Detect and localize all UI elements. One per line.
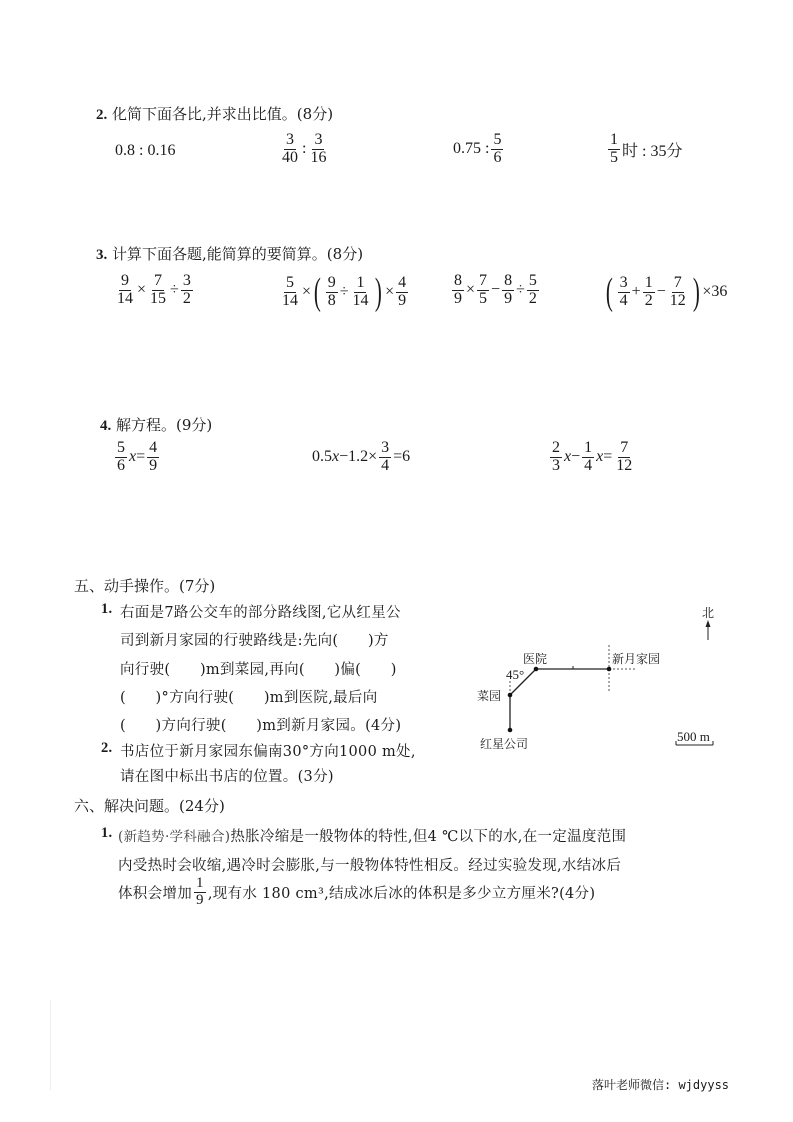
denominator: 9	[398, 291, 407, 309]
numerator: 9	[327, 273, 336, 291]
fraction	[502, 273, 514, 308]
expr-text: ×	[302, 283, 312, 300]
numerator: 9	[121, 272, 129, 289]
numerator: 5	[493, 131, 502, 148]
denominator: 16	[310, 148, 327, 166]
footer-contact: 落叶老师微信: wjdyyss	[592, 1078, 730, 1092]
numerator: 7	[673, 273, 682, 291]
section5-title: 五、动手操作。(7分)	[74, 577, 216, 595]
angle-label: 45°	[506, 667, 525, 682]
s6-q1-text: 体积会增加	[118, 885, 192, 902]
numerator: 7	[154, 272, 163, 289]
s5-q1-number: 1.	[101, 601, 113, 617]
numerator: 3	[381, 439, 390, 456]
fraction	[527, 273, 539, 308]
fraction	[643, 275, 655, 310]
expr-text: ÷	[170, 281, 179, 299]
denominator: 9	[149, 456, 158, 474]
fraction	[668, 275, 688, 310]
fraction	[582, 440, 594, 475]
q2-number: 2.	[96, 107, 108, 123]
numerator: 8	[504, 272, 513, 289]
q4-number: 4.	[100, 418, 112, 434]
q3-title: 计算下面各题,能简算的要简算。(8分)	[112, 245, 364, 263]
q2-item	[115, 142, 175, 160]
fraction	[326, 275, 338, 310]
numerator: 2	[552, 439, 560, 456]
parenthesis: (	[313, 271, 321, 313]
xinyue-label: 新月家园	[612, 652, 661, 666]
expr-text: =6	[393, 448, 411, 466]
fraction	[308, 132, 328, 167]
q3-item	[278, 273, 410, 311]
fraction	[147, 440, 159, 475]
north-label: 北	[702, 606, 715, 620]
s6-q1-text: ,现有水 180 cm³,结成冰后冰的体积是多少立方厘米?(4分)	[207, 885, 596, 902]
expr-text: +	[631, 283, 641, 300]
xinyue-point	[607, 667, 612, 672]
numerator: 1	[196, 875, 204, 891]
denominator: 14	[282, 291, 298, 309]
expr-text: ×36	[702, 283, 728, 300]
expr-text: 0.75 :	[453, 140, 490, 158]
q2-item	[453, 132, 505, 167]
q3-item	[603, 273, 727, 311]
hongxing-point	[508, 728, 513, 733]
s5-q1-line: ( )方向行驶( )m到新月家园。(4分)	[120, 718, 402, 734]
fraction	[148, 273, 168, 308]
q4-item	[312, 440, 410, 475]
s6-q1-line3	[118, 876, 595, 909]
denominator: 6	[117, 456, 125, 474]
s5-q2-line: 书店位于新月家园东偏南30°方向1000 m处,	[120, 744, 416, 760]
numerator: 3	[286, 131, 294, 148]
denominator: 6	[493, 148, 502, 166]
expr-text: 时 : 35分	[622, 142, 683, 160]
denominator: 3	[552, 456, 560, 474]
numerator: 1	[356, 273, 365, 291]
expr-text: 0.8 : 0.16	[115, 142, 176, 159]
expr-text: −	[491, 281, 501, 299]
variable: x	[564, 448, 572, 466]
garden-label: 菜园	[477, 689, 502, 703]
q3-item	[450, 273, 541, 308]
expr-text: =	[136, 448, 146, 466]
fraction	[614, 440, 634, 475]
expr-text: ÷	[516, 281, 525, 299]
hongxing-label: 红星公司	[480, 737, 529, 751]
denominator: 14	[352, 291, 369, 309]
denominator: 4	[381, 456, 390, 474]
expr-text: =	[603, 448, 613, 466]
q2-item	[606, 132, 682, 167]
denominator: 14	[117, 289, 133, 307]
denominator: 2	[528, 289, 537, 307]
fraction	[608, 132, 620, 167]
fraction	[477, 273, 489, 308]
s6-q1-number: 1.	[101, 825, 113, 841]
s6-q1-line1	[118, 825, 626, 846]
expr-text: ×	[466, 281, 476, 299]
numerator: 5	[117, 439, 125, 456]
parenthesis: (	[605, 271, 613, 313]
s5-q1-line: ( )°方向行驶( )m到医院,最后向	[120, 690, 378, 706]
denominator: 12	[616, 456, 633, 474]
parenthesis: )	[375, 271, 383, 313]
fraction	[280, 132, 300, 167]
s5-q1-line: 向行驶( )m到菜园,再向( )偏( )	[120, 662, 397, 678]
s5-q2-number: 2.	[101, 740, 113, 756]
numerator: 4	[149, 439, 158, 456]
s5-q1-line: 右面是7路公交车的部分路线图,它从红星公	[120, 605, 401, 621]
fraction	[618, 275, 630, 310]
q2-heading	[96, 103, 333, 124]
expr-text: −	[571, 448, 581, 466]
expr-text: ×	[137, 281, 147, 299]
denominator: 9	[504, 289, 513, 307]
q3-heading	[96, 243, 363, 264]
numerator: 1	[644, 273, 653, 291]
numerator: 3	[182, 272, 191, 289]
fraction	[396, 275, 408, 310]
denominator: 12	[669, 291, 686, 309]
bus-route-map	[440, 600, 750, 760]
q2-title: 化简下面各比,并求出比值。(8分)	[112, 105, 334, 123]
fraction	[280, 275, 300, 310]
page-edge	[50, 1000, 51, 1090]
fraction	[379, 440, 391, 475]
q3-number: 3.	[96, 247, 108, 263]
numerator: 5	[528, 272, 537, 289]
q4-heading	[100, 414, 212, 435]
fraction	[550, 440, 562, 475]
s6-q1-text: 热胀冷缩是一般物体的特性,但4 ℃以下的水,在一定温度范围	[230, 829, 627, 845]
hospital-label: 医院	[523, 652, 548, 666]
q3-item	[113, 273, 195, 308]
s5-q2-line: 请在图中标出书店的位置。(3分)	[120, 769, 334, 785]
numerator: 4	[398, 273, 407, 291]
fraction	[350, 275, 370, 310]
denominator: 2	[644, 291, 653, 309]
denominator: 2	[182, 289, 191, 307]
q2-item	[278, 132, 330, 167]
expr-text: −1.2×	[339, 448, 378, 466]
fraction	[181, 273, 193, 308]
q4-item	[548, 440, 636, 475]
denominator: 5	[479, 289, 488, 307]
denominator: 15	[150, 289, 167, 307]
expr-text: ÷	[339, 283, 349, 300]
denominator: 9	[196, 891, 204, 908]
variable: x	[332, 448, 340, 466]
numerator: 3	[314, 131, 323, 148]
fraction	[194, 876, 206, 909]
north-arrowhead-icon	[706, 620, 711, 627]
fraction	[491, 132, 503, 167]
numerator: 1	[584, 439, 593, 456]
numerator: 7	[620, 439, 629, 456]
hospital-point	[534, 667, 539, 672]
numerator: 3	[619, 273, 628, 291]
variable: x	[596, 448, 604, 466]
variable: x	[129, 448, 137, 466]
s6-q1-tag: (新趋势·学科融合)	[118, 829, 231, 845]
denominator: 9	[454, 289, 462, 307]
expr-text: −	[656, 283, 666, 300]
denominator: 4	[619, 291, 628, 309]
numerator: 1	[610, 131, 618, 148]
expr-text: 0.5	[312, 448, 332, 466]
fraction	[115, 273, 135, 308]
denominator: 5	[610, 148, 618, 166]
denominator: 40	[282, 148, 298, 166]
numerator: 7	[479, 272, 488, 289]
numerator: 8	[454, 272, 462, 289]
parenthesis: )	[692, 271, 700, 313]
numerator: 5	[286, 273, 294, 291]
q4-item	[113, 440, 161, 475]
fraction	[115, 440, 127, 475]
denominator: 8	[327, 291, 336, 309]
denominator: 4	[584, 456, 593, 474]
fraction	[452, 273, 464, 308]
s6-q1-line2: 内受热时会收缩,遇冷时会膨胀,与一般物体特性相反。经过实验发现,水结冰后	[118, 858, 622, 874]
s5-q1-line: 司到新月家园的行驶路线是:先向( )方	[120, 633, 389, 649]
expr-text: :	[302, 140, 307, 158]
garden-point	[508, 693, 513, 698]
scale-label: 500 m	[677, 729, 710, 744]
q4-title: 解方程。(9分)	[116, 416, 213, 434]
section6-title: 六、解决问题。(24分)	[74, 797, 225, 815]
expr-text: ×	[385, 283, 395, 300]
